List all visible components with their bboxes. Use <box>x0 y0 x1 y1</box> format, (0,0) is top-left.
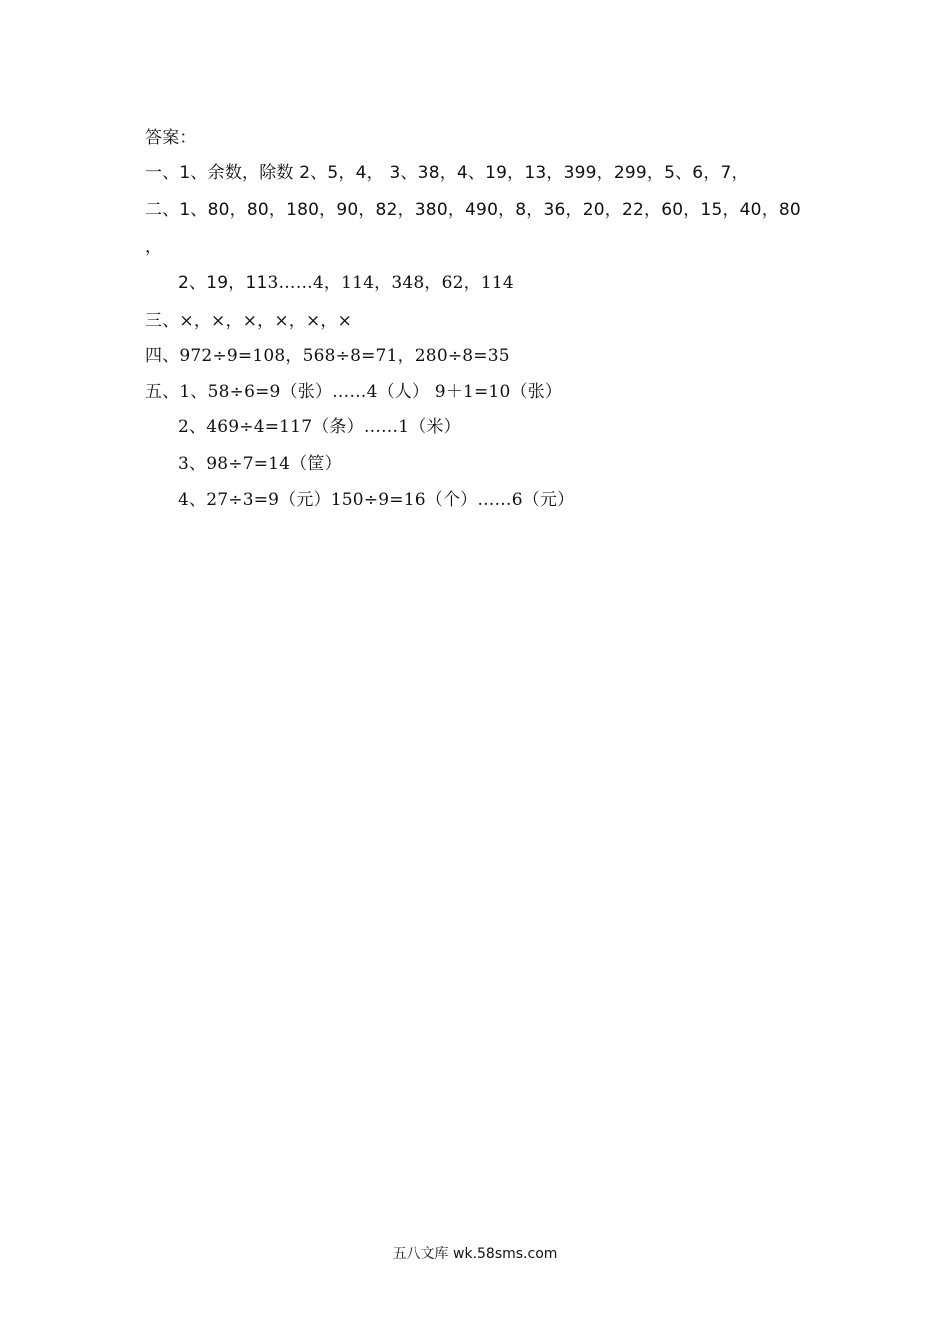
answer-heading: 答案： <box>145 128 197 148</box>
answer-line-section-5-part-2: 2、469÷4=117（条）……1（米） <box>178 417 461 437</box>
answer-line-section-2-part-2 <box>178 272 514 294</box>
answer-line-section-5-part-1: 五、1、58÷6=9（张）……4（人） 9＋1=10（张） <box>145 382 563 402</box>
answer-line-section-5-part-4: 4、27÷3=9（元）150÷9=16（个）……6（元） <box>178 490 575 510</box>
answer-line-section-2-part-2-b: 3……4，114，348，62，114 <box>267 273 514 293</box>
answer-line-section-2-part-2-a: 2、19，11 <box>178 273 268 293</box>
page-footer: 五八文库 wk.58sms.com <box>392 1246 558 1262</box>
answer-line-section-1: 一、1、余数，除数 2、5，4， 3、38，4、19，13，399，299，5、6，7， <box>145 163 749 183</box>
answer-line-section-3: 三、×，×，×，×，×，× <box>145 311 353 331</box>
answer-line-section-4: 四、972÷9=108，568÷8=71，280÷8=35 <box>145 346 510 366</box>
answer-line-section-2-continuation: ， <box>145 237 163 257</box>
answer-line-section-5-part-3: 3、98÷7=14（筐） <box>178 454 342 474</box>
answer-line-section-2-part-1: 二、1、80，80，180，90，82，380，490，8，36，20，22，60，15，40，80 <box>145 200 801 220</box>
